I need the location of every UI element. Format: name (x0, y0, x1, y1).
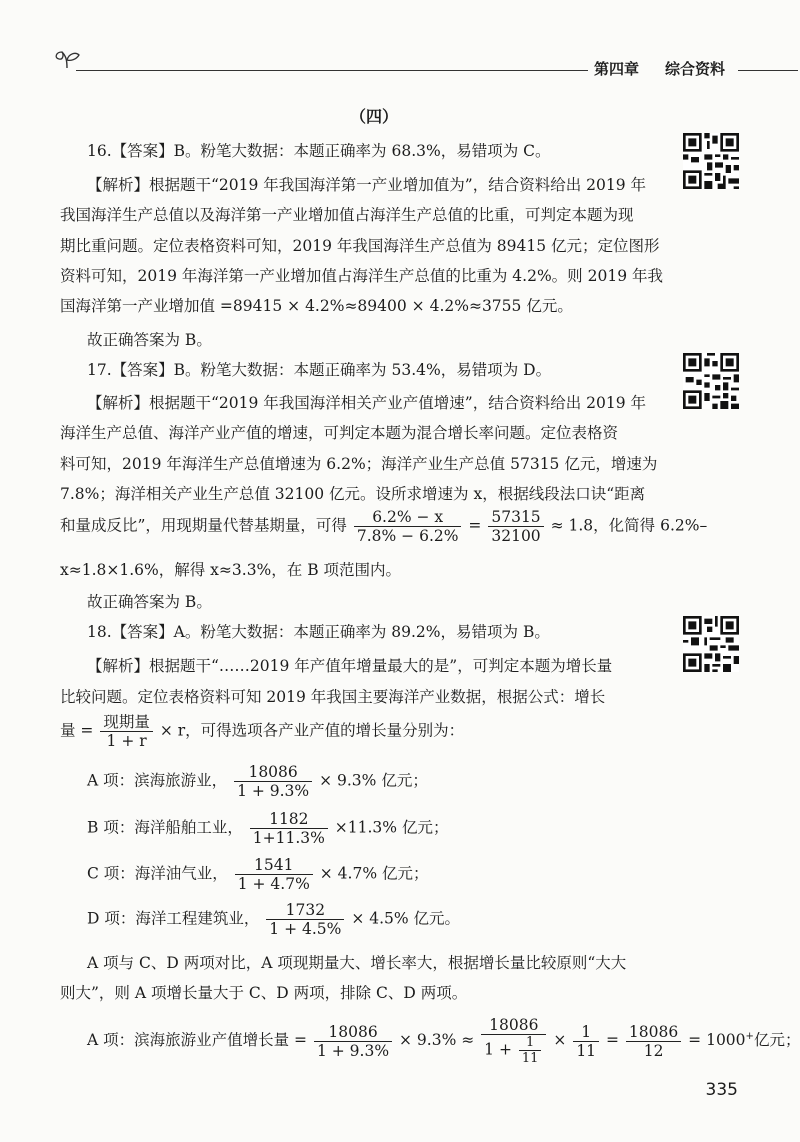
option-numerator: 1182 (250, 810, 328, 829)
final-fraction-2-den-pre: 1 + (484, 1040, 512, 1059)
page-number: 335 (705, 1080, 738, 1100)
final-label: A 项：滨海旅游业产值增长量 = (87, 1031, 308, 1049)
q17-fraction-1-numerator: 6.2% − x (354, 508, 462, 527)
q16-conclusion: 故正确答案为 B。 (87, 331, 212, 349)
q17-analysis-line: 海洋生产总值、海洋产业产值的增速，可判定本题为混合增长率问题。定位表格资 (60, 424, 619, 442)
final-fraction-1-numerator: 18086 (314, 1023, 392, 1042)
q18-final-formula (87, 1016, 800, 1066)
qr-code-icon (683, 133, 739, 189)
final-mid-2: × (553, 1031, 567, 1049)
final-fraction-4-numerator: 18086 (626, 1023, 681, 1042)
q16-analysis-line: 期比重问题。定位表格资料可知，2019 年我国海洋生产总值为 89415 亿元；定位图形 (60, 237, 660, 255)
q18-formula-line (60, 713, 464, 750)
q18-formula-denominator: 1 + r (106, 732, 147, 750)
option-denominator: 1 + 9.3% (237, 782, 310, 800)
option-tail: × 9.3% 亿元； (319, 771, 428, 790)
option-numerator: 1541 (235, 856, 313, 875)
q18-analysis-line: 【解析】根据题干“……2019 年产值年增量最大的是”，可判定本题为增长量 (87, 657, 613, 675)
final-fraction-3 (573, 1023, 599, 1060)
q17-fraction-2-denominator: 32100 (491, 527, 541, 545)
q18-analysis-line: 比较问题。定位表格资料可知 2019 年我国主要海洋产业数据，根据公式：增长 (60, 688, 606, 706)
option-tail: ×11.3% 亿元； (334, 818, 449, 837)
final-equals: = (605, 1031, 619, 1049)
final-unit: 亿元； (753, 1031, 800, 1049)
q18-answer-line: 18.【答案】A。粉笔大数据：本题正确率为 89.2%，易错项为 B。 (87, 623, 550, 641)
q17-last-line: x≈1.8×1.6%，解得 x≈3.3%，在 B 项范围内。 (60, 561, 402, 579)
q18-formula-post: × r，可得选项各产业产值的增长量分别为： (159, 721, 465, 740)
final-mid-1: × 9.3% ≈ (399, 1031, 475, 1049)
q18-option-b (87, 810, 448, 847)
final-fraction-2-denominator (481, 1035, 546, 1066)
option-denominator: 1 + 4.5% (269, 920, 342, 938)
q17-fraction-2-numerator: 57315 (488, 508, 543, 527)
q17-conclusion: 故正确答案为 B。 (87, 593, 212, 611)
q17-fraction-1 (354, 508, 462, 545)
q17-formula-post: ≈ 1.8，化简得 6.2%– (550, 516, 708, 535)
q16-analysis-line: 我国海洋生产总值以及海洋第一产业增加值占海洋生产总值的比重，可判定本题为现 (60, 206, 634, 224)
final-fraction-2-numerator: 18086 (481, 1016, 546, 1035)
q17-equals: = (468, 516, 482, 535)
q17-formula-line (60, 508, 707, 545)
section-title: （四） (350, 107, 399, 126)
final-nested-numerator: 1 (519, 1035, 542, 1051)
section-label: 综合资料 (665, 60, 726, 78)
q16-analysis-line: 资料可知，2019 年海洋第一产业增加值占海洋生产总值的比重为 4.2%。则 2019 年我 (60, 267, 663, 285)
q17-analysis-line: 料可知，2019 年海洋生产总值增速为 6.2%；海洋产业生产总值 57315 亿元，增速为 (60, 455, 658, 473)
option-fraction (235, 856, 313, 893)
q16-answer-line: 16.【答案】B。粉笔大数据：本题正确率为 68.3%，易错项为 C。 (87, 142, 551, 160)
q18-formula-numerator: 现期量 (100, 713, 153, 732)
final-fraction-4-denominator: 12 (643, 1041, 664, 1060)
option-tail: × 4.7% 亿元； (319, 864, 429, 883)
q18-formula-fraction (100, 713, 153, 750)
qr-code-icon (683, 353, 739, 409)
q18-option-a (87, 763, 428, 800)
final-fraction-1-denominator: 1 + 9.3% (316, 1041, 390, 1060)
q17-analysis-line: 7.8%；海洋相关产业生产总值 32100 亿元。设所求增速为 x，根据线段法口诀“距离 (60, 485, 646, 503)
q16-analysis-line: 国海洋第一产业增加值 =89415 × 4.2%≈89400 × 4.2%≈3755 亿元。 (60, 297, 573, 315)
option-label: D 项：海洋工程建筑业， (87, 909, 260, 928)
option-fraction (266, 901, 344, 938)
final-fraction-1 (314, 1023, 392, 1060)
option-fraction (250, 810, 328, 847)
q18-option-d (87, 901, 460, 938)
q18-compare-line: 则大”，则 A 项增长量大于 C、D 两项，排除 C、D 两项。 (60, 984, 468, 1002)
q17-analysis-line: 【解析】根据题干“2019 年我国海洋相关产业产值增速”，结合资料给出 2019 年 (87, 394, 647, 412)
option-tail: × 4.5% 亿元。 (351, 909, 461, 928)
option-denominator: 1+11.3% (252, 829, 325, 847)
final-fraction-3-numerator: 1 (573, 1023, 599, 1042)
option-numerator: 1732 (266, 901, 344, 920)
option-label: C 项：海洋油气业， (87, 864, 228, 883)
q16-analysis-line: 【解析】根据题干“2019 年我国海洋第一产业增加值为”，结合资料给出 2019 年 (87, 176, 647, 194)
header-rule-left (76, 70, 588, 71)
q17-fraction-1-denominator: 7.8% − 6.2% (356, 527, 459, 545)
q17-fraction-2 (488, 508, 543, 545)
qr-code-icon (683, 616, 739, 672)
final-nested-fraction (519, 1035, 542, 1066)
q17-formula-pre: 和量成反比”，用现期量代替基期量，可得 (60, 516, 347, 535)
final-fraction-4 (626, 1023, 681, 1060)
option-numerator: 18086 (234, 763, 312, 782)
q18-compare-line: A 项与 C、D 两项对比，A 项现期量大、增长率大，根据增长量比较原则“大大 (87, 954, 627, 972)
chapter-label: 第四章 (594, 60, 640, 78)
q17-answer-line: 17.【答案】B。粉笔大数据：本题正确率为 53.4%，易错项为 D。 (87, 361, 552, 379)
option-fraction (234, 763, 312, 800)
final-fraction-3-denominator: 11 (576, 1041, 597, 1060)
header-rule-right (738, 70, 798, 71)
option-label: B 项：海洋船舶工业， (87, 818, 243, 837)
q18-formula-pre: 量 = (60, 721, 94, 740)
final-fraction-2 (481, 1016, 546, 1066)
option-denominator: 1 + 4.7% (237, 875, 310, 893)
final-nested-denominator: 11 (521, 1051, 539, 1066)
q18-option-c (87, 856, 429, 893)
option-label: A 项：滨海旅游业， (87, 771, 228, 790)
final-result-sup: + (745, 1030, 754, 1042)
final-result: = 1000 (688, 1031, 746, 1049)
